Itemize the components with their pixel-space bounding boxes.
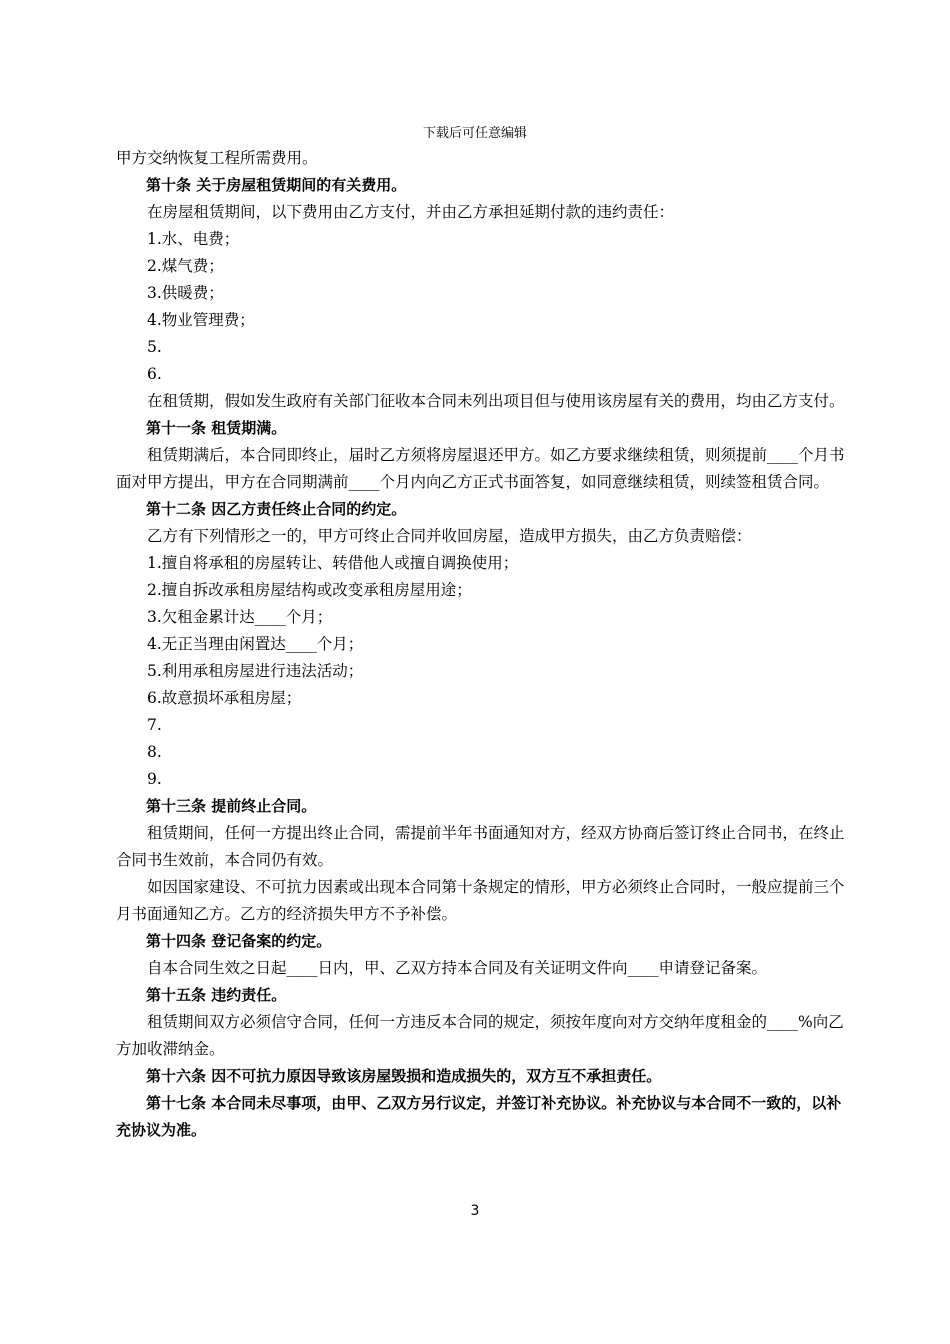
paragraph: 甲方交纳恢复工程所需费用。: [116, 149, 318, 167]
paragraph: 租赁期间双方必须信守合同，任何一方违反本合同的规定，须按年度向对方交纳年度租金的____%向乙方加收滞纳金。: [116, 1013, 844, 1058]
paragraph: 如因国家建设、不可抗力因素或出现本合同第十条规定的情形，甲方必须终止合同时，一般应提前三个月书面通知乙方。乙方的经济损失甲方不予补偿。: [116, 878, 845, 923]
paragraph: 5.: [147, 338, 162, 356]
paragraph: 6.故意损坏承租房屋；: [147, 689, 302, 707]
paragraph: 在房屋租赁期间，以下费用由乙方支付，并由乙方承担延期付款的违约责任：: [147, 203, 675, 221]
paragraph: 6.: [147, 365, 162, 383]
paragraph: 在租赁期，假如发生政府有关部门征收本合同未列出项目但与使用该房屋有关的费用，均由乙方支付。: [147, 392, 845, 410]
paragraph: 2.煤气费；: [147, 257, 224, 275]
paragraph: 自本合同生效之日起____日内，甲、乙双方持本合同及有关证明文件向____申请登记备案。: [147, 959, 768, 977]
article-heading: 第十一条 租赁期满。: [146, 419, 287, 437]
paragraph: 8.: [147, 743, 162, 761]
paragraph: 乙方有下列情形之一的，甲方可终止合同并收回房屋，造成甲方损失，由乙方负责赔偿：: [147, 527, 752, 545]
paragraph: 3.欠租金累计达____个月；: [147, 608, 333, 626]
paragraph: 9.: [147, 770, 162, 788]
article-heading: 第十五条 违约责任。: [146, 986, 287, 1004]
paragraph: 4.无正当理由闲置达____个月；: [147, 635, 364, 653]
page-header: 下载后可任意编辑: [422, 126, 527, 141]
document-body: [116, 145, 856, 1144]
paragraph: 租赁期满后，本合同即终止，届时乙方须将房屋退还甲方。如乙方要求继续租赁，则须提前____个月书面对甲方提出，甲方在合同期满前____个月内向乙方正式书面答复，如同意继续租赁，则续签租赁合同。: [116, 446, 845, 491]
paragraph: 3.供暖费；: [147, 284, 224, 302]
paragraph: 7.: [147, 716, 162, 734]
article-heading: 第十二条 因乙方责任终止合同的约定。: [146, 500, 407, 518]
paragraph: 1.水、电费；: [147, 230, 240, 248]
page-number: 3: [470, 1203, 480, 1219]
article-heading: 第十七条 本合同未尽事项，由甲、乙双方另行议定，并签订补充协议。补充协议与本合同不一致的，以补充协议为准。: [116, 1094, 842, 1139]
article-heading: 第十三条 提前终止合同。: [146, 797, 317, 815]
paragraph: 4.物业管理费；: [147, 311, 255, 329]
article-heading: 第十条 关于房屋租赁期间的有关费用。: [146, 176, 407, 194]
paragraph: 2.擅自拆改承租房屋结构或改变承租房屋用途；: [147, 581, 472, 599]
article-heading: 第十六条 因不可抗力原因导致该房屋毁损和造成损失的，双方互不承担责任。: [146, 1067, 662, 1085]
paragraph: 租赁期间，任何一方提出终止合同，需提前半年书面通知对方，经双方协商后签订终止合同书，在终止合同书生效前，本合同仍有效。: [116, 824, 845, 869]
paragraph: 5.利用承租房屋进行违法活动；: [147, 662, 364, 680]
paragraph: 1.擅自将承租的房屋转让、转借他人或擅自调换使用；: [147, 554, 519, 572]
article-heading: 第十四条 登记备案的约定。: [146, 932, 332, 950]
